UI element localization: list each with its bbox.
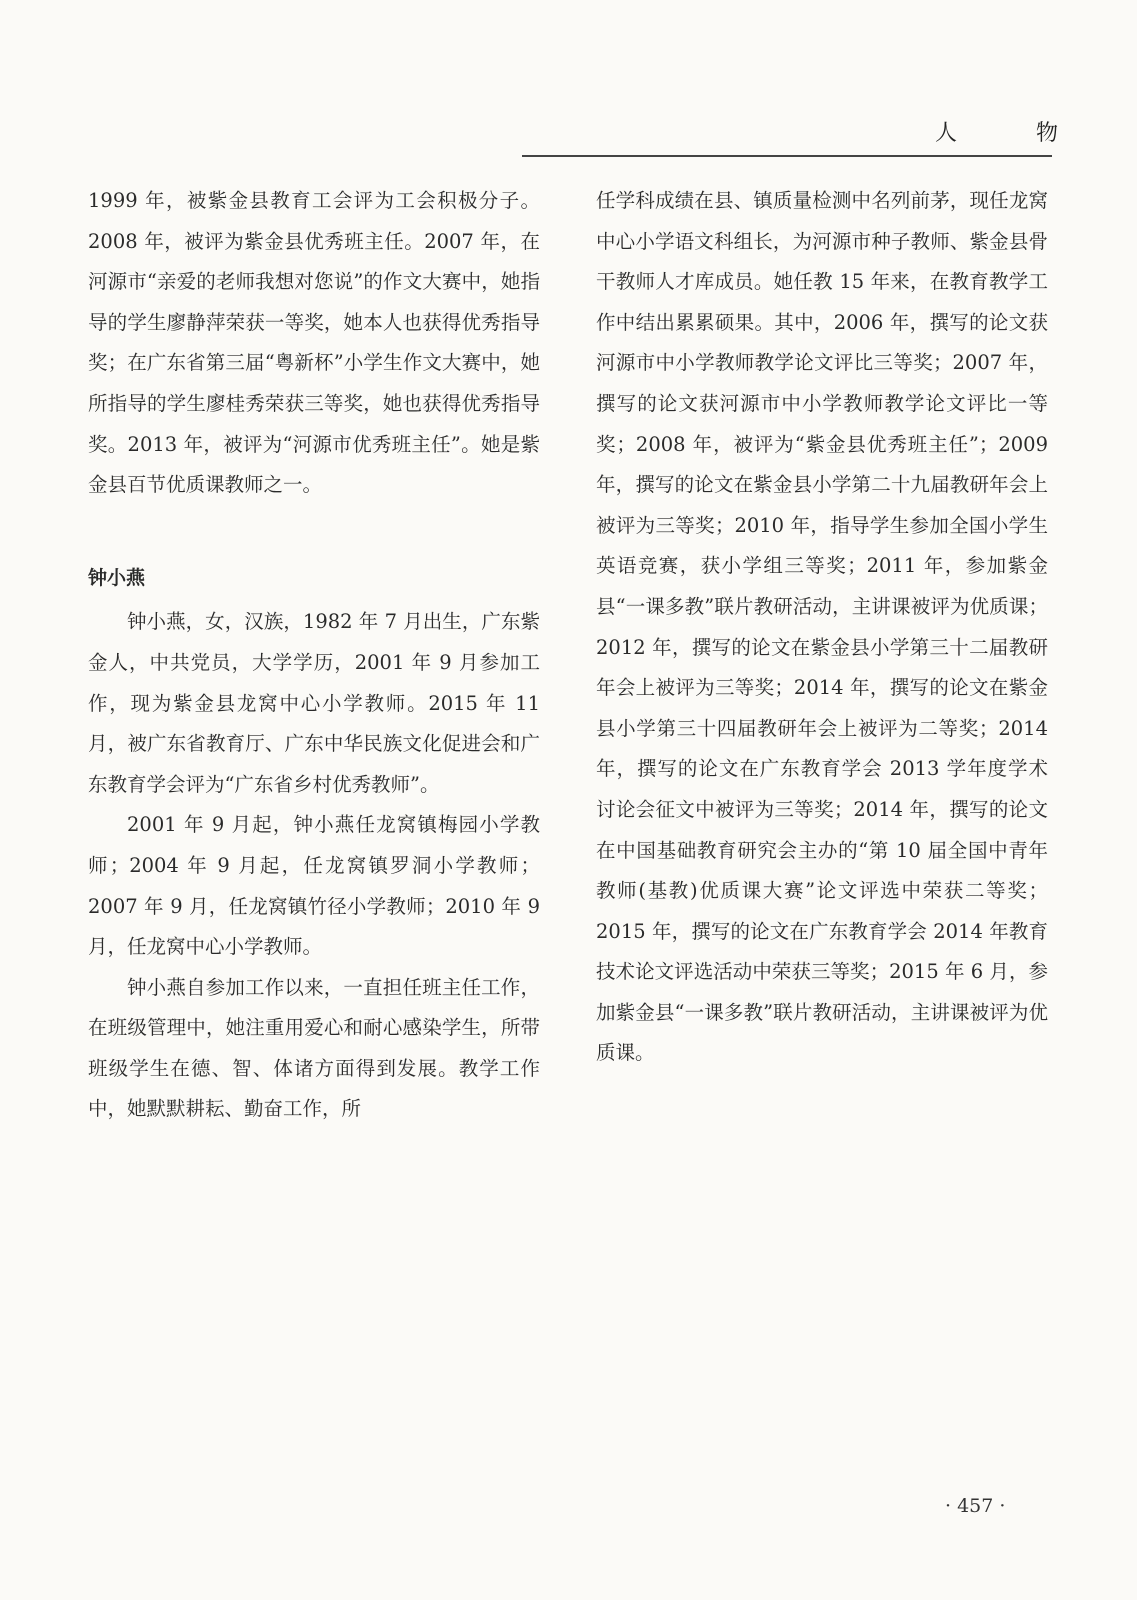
left-column <box>88 181 540 1130</box>
right-column <box>596 181 1048 1074</box>
continued-paragraph: 1999 年，被紫金县教育工会评为工会积极分子。2008 年，被评为紫金县优秀班主任。2007 年，在河源市“亲爱的老师我想对您说”的作文大赛中，她指导的学生廖静萍荣获一等奖，她本人也获得优秀指导奖；在广东省第三届“粤新杯”小学生作文大赛中，她所指导的学生廖桂秀荣获三等奖，她也获得优秀指导奖。2013 年，被评为“河源市优秀班主任”。她是紫金县百节优质课教师之一。 <box>88 189 540 497</box>
body-paragraph: 2001 年 9 月起，钟小燕任龙窝镇梅园小学教师；2004 年 9 月起，任龙窝镇罗洞小学教师；2007 年 9 月，任龙窝镇竹径小学教师；2010 年 9 月，任龙窝中心小学教师。 <box>88 813 540 959</box>
continued-paragraph: 任学科成绩在县、镇质量检测中名列前茅，现任龙窝中心小学语文科组长，为河源市种子教师、紫金县骨干教师人才库成员。她任教 15 年来，在教育教学工作中结出累累硕果。其中，2006 年，撰写的论文获河源市中小学教师教学论文评比三等奖；2007 年，撰写的论文获河源市中小学教师教学论文评比一等奖；2008 年，被评为“紫金县优秀班主任”；2009 年，撰写的论文在紫金县小学第二十九届教研年会上被评为三等奖；2010 年，指导学生参加全国小学生英语竞赛，获小学组三等奖；2011 年，参加紫金县“一课多教”联片教研活动，主讲课被评为优质课；2012 年，撰写的论文在紫金县小学第三十二届教研年会上被评为三等奖；2014 年，撰写的论文在紫金县小学第三十四届教研年会上被评为二等奖；2014 年，撰写的论文在广东教育学会 2013 学年度学术讨论会征文中被评为三等奖；2014 年，撰写的论文在中国基础教育研究会主办的“第 10 届全国中青年教师(基教)优质课大赛”论文评选中荣获二等奖；2015 年，撰写的论文在广东教育学会 2014 年教育技术论文评选活动中荣获三等奖；2015 年 6 月，参加紫金县“一课多教”联片教研活动，主讲课被评为优质课。 <box>596 189 1048 1065</box>
running-header-title: 人 物 <box>935 121 1094 146</box>
page-number: · 457 · <box>945 1495 1006 1517</box>
body-paragraph: 钟小燕自参加工作以来，一直担任班主任工作，在班级管理中，她注重用爱心和耐心感染学生，所带班级学生在德、智、体诸方面得到发展。教学工作中，她默默耕耘、勤奋工作，所 <box>88 975 540 1121</box>
body-paragraph: 钟小燕，女，汉族，1982 年 7 月出生，广东紫金人，中共党员，大学学历，2001 年 9 月参加工作，现为紫金县龙窝中心小学教师。2015 年 11 月，被广东省教育厅、广东中华民族文化促进会和广东教育学会评为“广东省乡村优秀教师”。 <box>88 610 540 796</box>
section-title: 钟小燕 <box>88 566 146 589</box>
header-rule <box>522 155 1052 157</box>
